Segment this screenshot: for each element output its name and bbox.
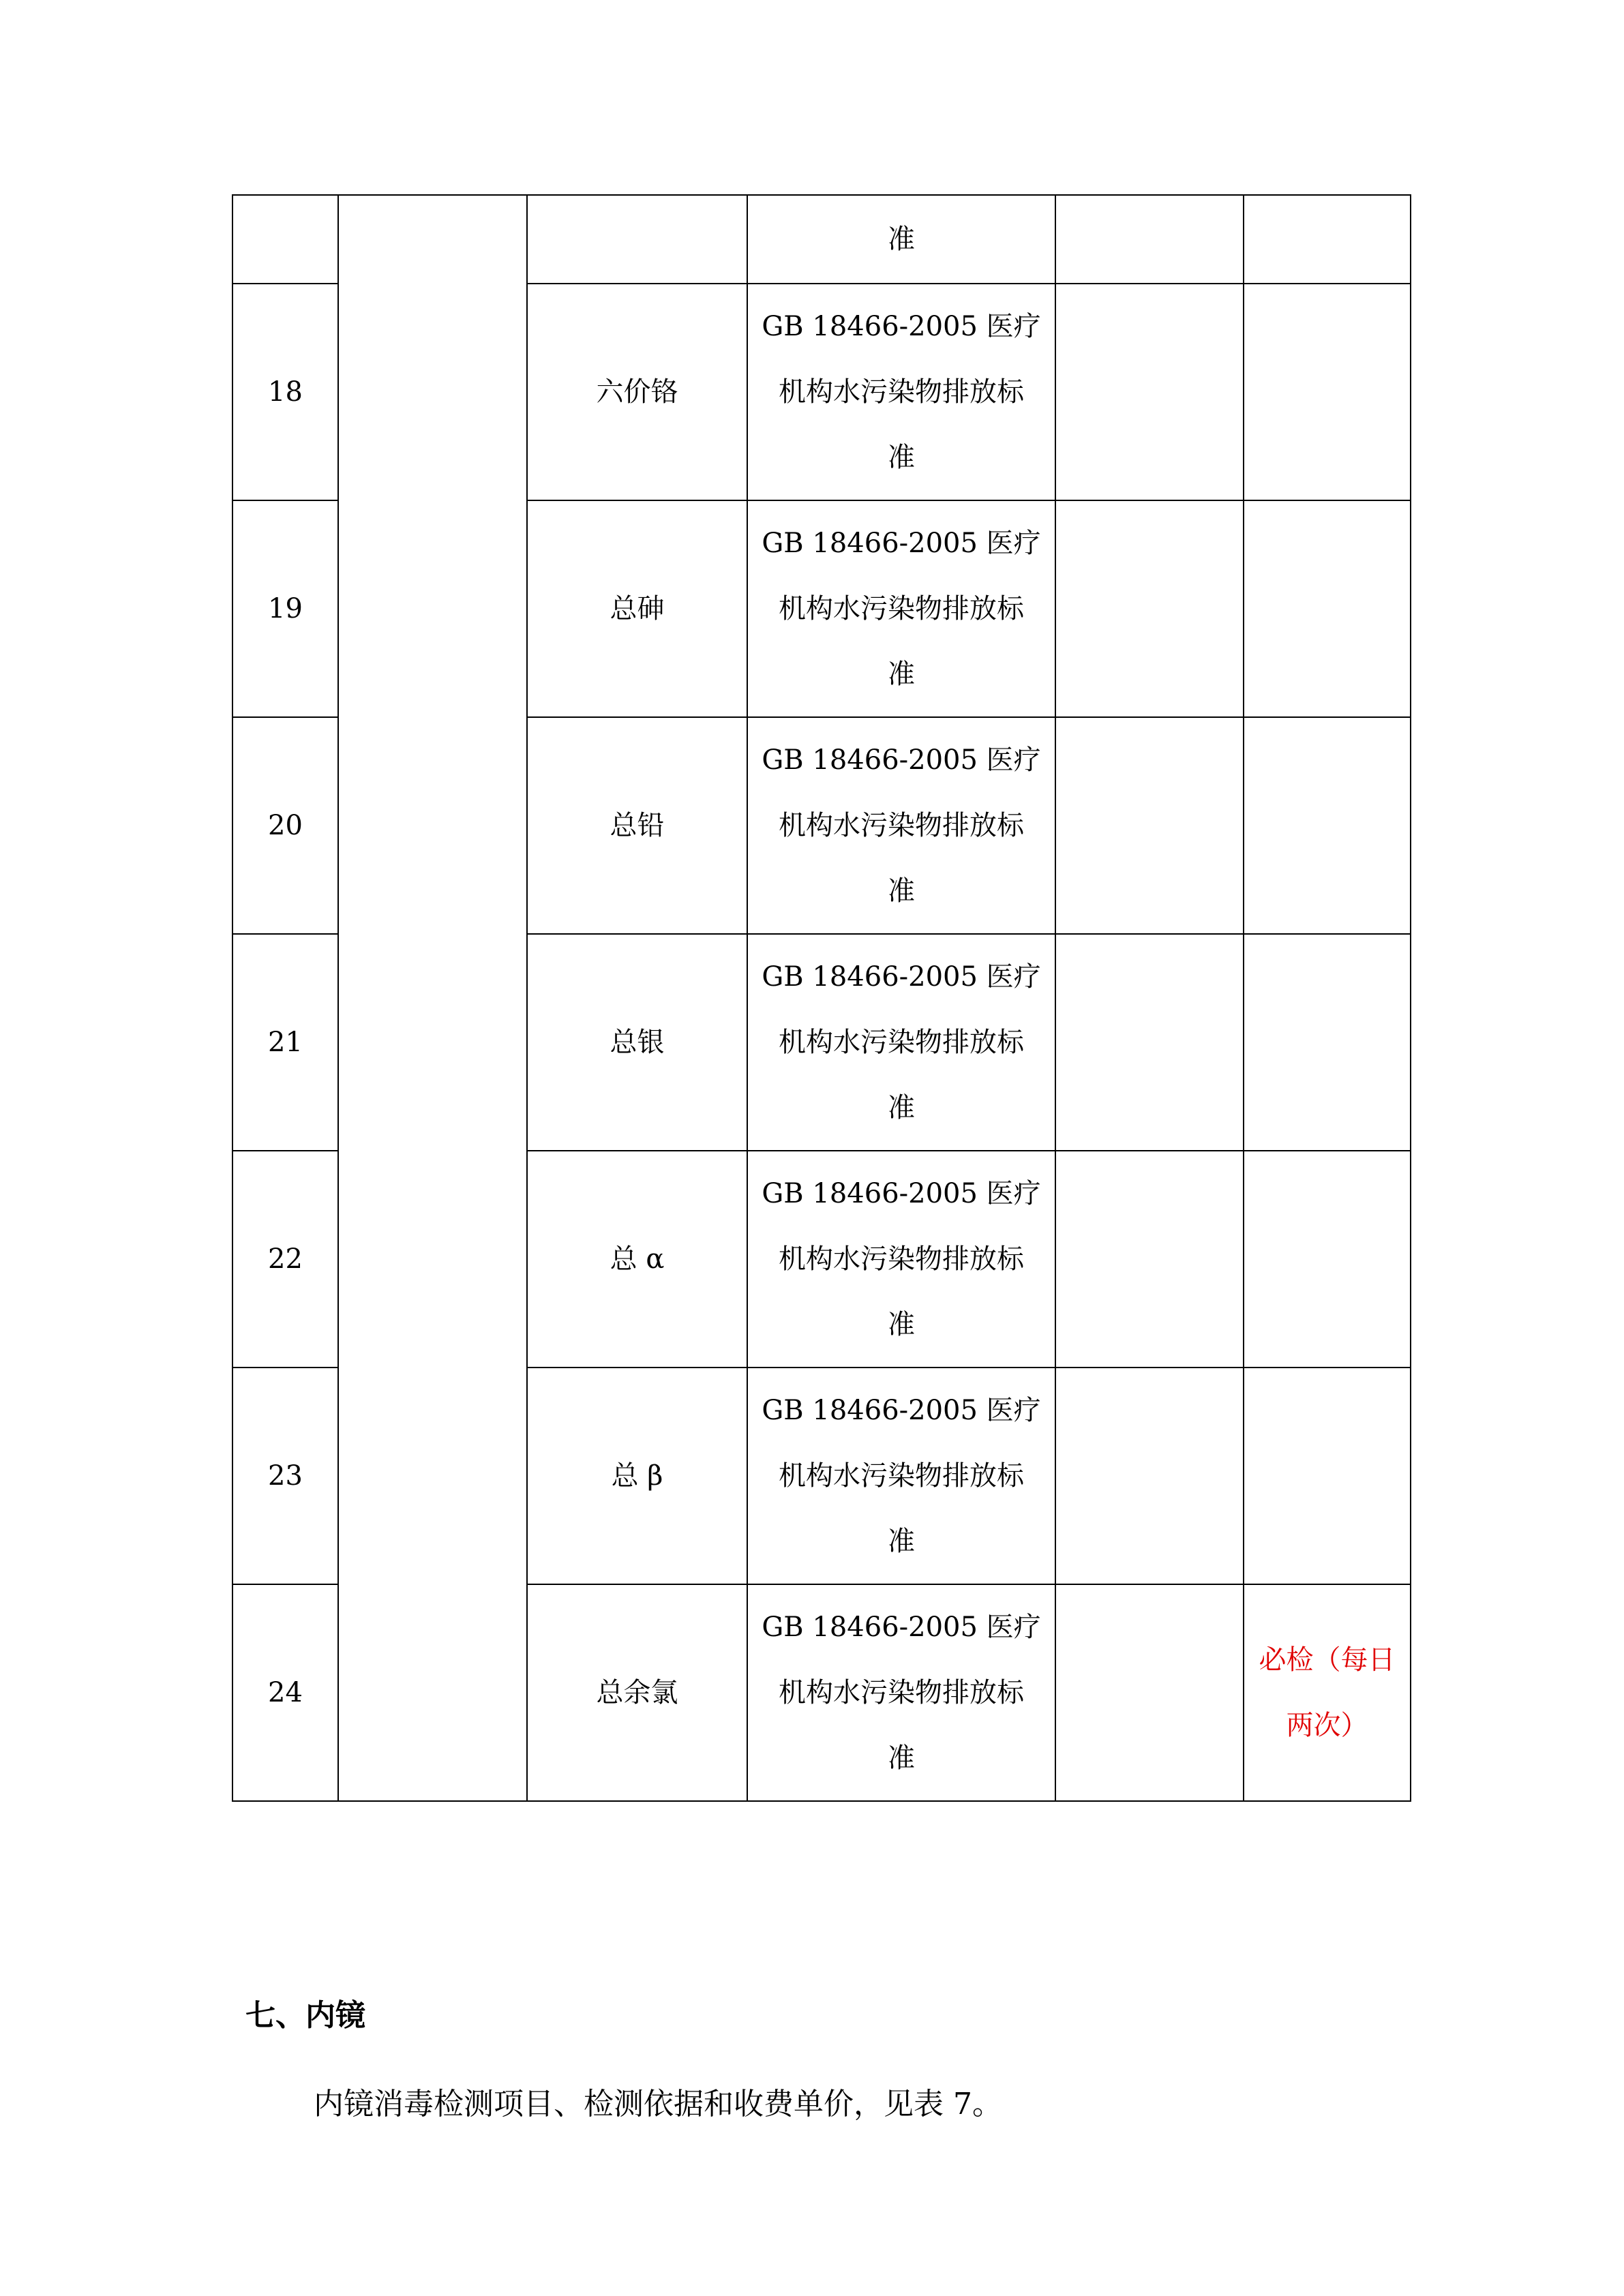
note-cell [1244, 934, 1411, 1151]
num-cell: 19 [232, 500, 338, 717]
body-paragraph: 内镜消毒检测项目、检测依据和收费单价，见表 7。 [314, 2087, 1002, 2121]
standard-cell: 准 [747, 195, 1055, 284]
standard-cell: GB 18466-2005 医疗 机构水污染物排放标 准 [747, 934, 1055, 1151]
item-cell: 总余氯 [527, 1584, 747, 1801]
table-row-continued [232, 195, 1411, 284]
num-cell [232, 195, 338, 284]
num-cell: 22 [232, 1151, 338, 1368]
fee-cell [1055, 195, 1244, 284]
fee-cell [1055, 717, 1244, 934]
standard-cell: GB 18466-2005 医疗 机构水污染物排放标 准 [747, 1368, 1055, 1584]
standard-cell: GB 18466-2005 医疗 机构水污染物排放标 准 [747, 284, 1055, 500]
fee-cell [1055, 934, 1244, 1151]
note-cell [1244, 717, 1411, 934]
standard-cell: GB 18466-2005 医疗 机构水污染物排放标 准 [747, 500, 1055, 717]
num-cell: 18 [232, 284, 338, 500]
water-testing-table [232, 194, 1411, 1802]
category-cell [338, 195, 527, 1801]
note-cell [1244, 1151, 1411, 1368]
item-cell: 总 β [527, 1368, 747, 1584]
section-heading: 七、内镜 [245, 1998, 365, 2033]
standard-cell: GB 18466-2005 医疗 机构水污染物排放标 准 [747, 1151, 1055, 1368]
fee-cell [1055, 1368, 1244, 1584]
item-cell: 总铅 [527, 717, 747, 934]
item-cell: 总 α [527, 1151, 747, 1368]
note-cell [1244, 1368, 1411, 1584]
standard-cell: GB 18466-2005 医疗 机构水污染物排放标 准 [747, 717, 1055, 934]
item-cell: 六价铬 [527, 284, 747, 500]
fee-cell [1055, 1151, 1244, 1368]
num-cell: 21 [232, 934, 338, 1151]
standard-cell: GB 18466-2005 医疗 机构水污染物排放标 准 [747, 1584, 1055, 1801]
note-cell [1244, 284, 1411, 500]
item-cell: 总砷 [527, 500, 747, 717]
fee-cell [1055, 284, 1244, 500]
note-cell [1244, 500, 1411, 717]
note-cell: 必检（每日两次） [1244, 1584, 1411, 1801]
item-cell: 总银 [527, 934, 747, 1151]
num-cell: 20 [232, 717, 338, 934]
num-cell: 24 [232, 1584, 338, 1801]
fee-cell [1055, 500, 1244, 717]
num-cell: 23 [232, 1368, 338, 1584]
fee-cell [1055, 1584, 1244, 1801]
note-cell [1244, 195, 1411, 284]
item-cell [527, 195, 747, 284]
